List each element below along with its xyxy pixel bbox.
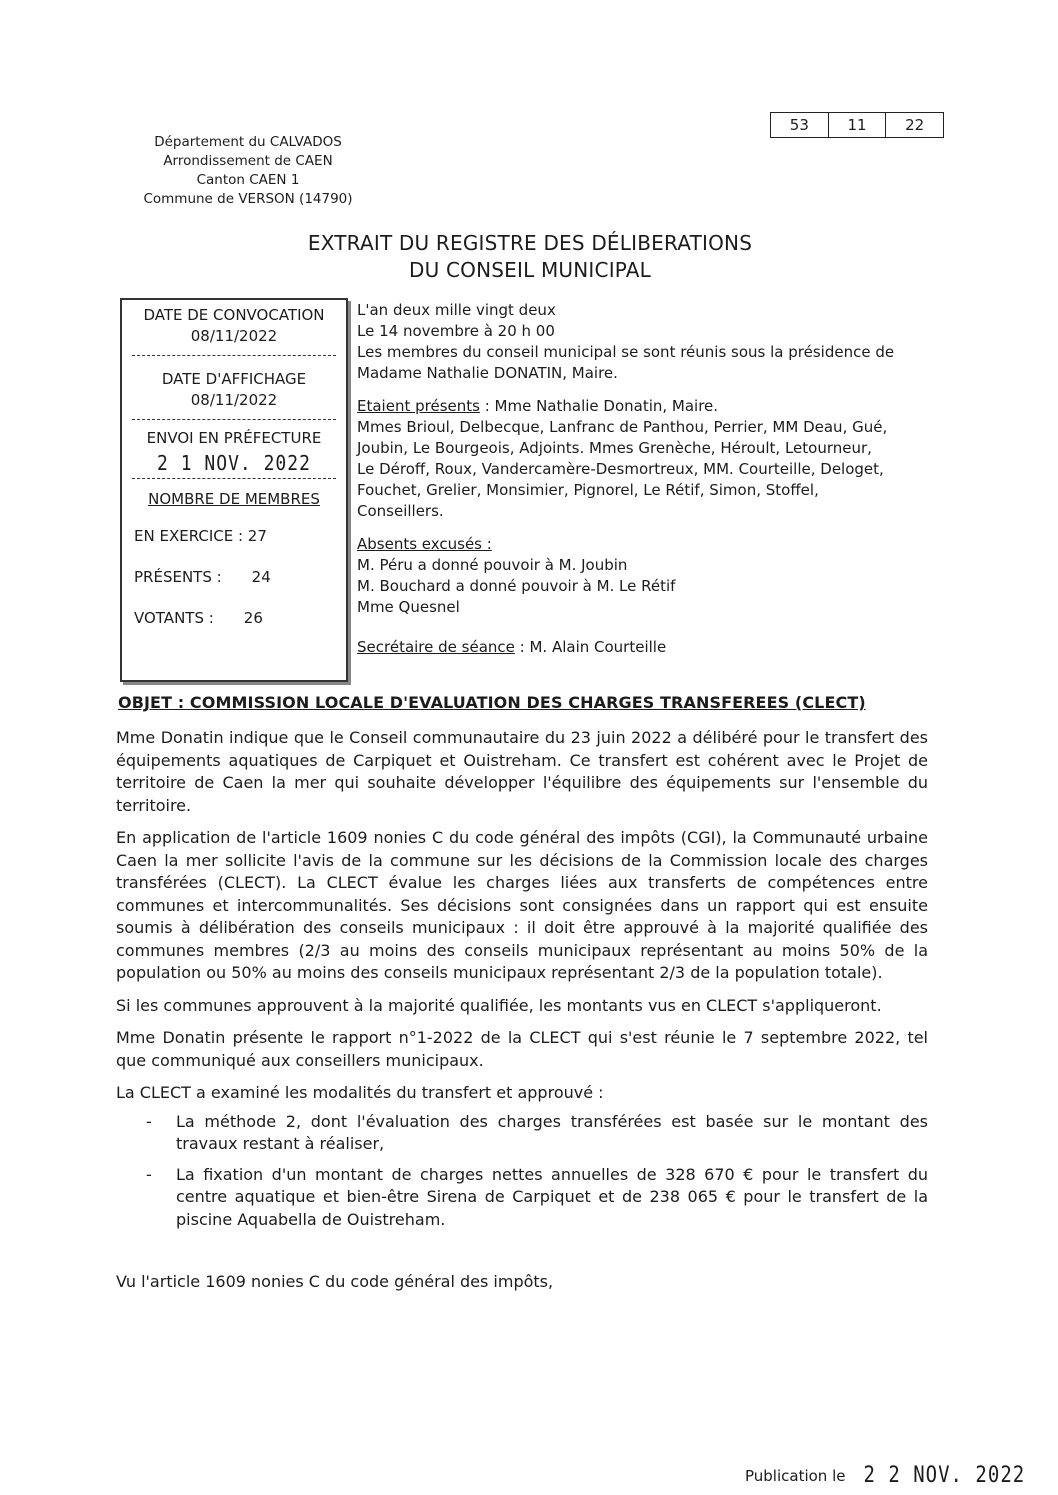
secretaire-line <box>357 637 947 658</box>
column-separator <box>346 298 348 678</box>
reference-number-box <box>770 112 944 138</box>
convocation-label: DATE DE CONVOCATION <box>143 306 325 324</box>
dash-bullet-icon: - <box>146 1111 152 1131</box>
presents-line-4: Fouchet, Grelier, Monsimier, Pignorel, Le Rétif, Simon, Stoffel, <box>357 481 819 499</box>
paragraph-4: Mme Donatin présente le rapport n°1-2022 de la CLECT qui s'est réunie le 7 septembre 2022, tel que communiqué aux conseillers municipaux. <box>116 1028 928 1070</box>
approval-list <box>116 1111 928 1232</box>
presents-label: PRÉSENTS : <box>134 568 222 586</box>
affichage-date: 08/11/2022 <box>190 391 278 409</box>
membres-label: NOMBRE DE MEMBRES <box>148 490 320 508</box>
session-year: L'an deux mille vingt deux <box>357 301 556 319</box>
membres-section <box>122 479 346 510</box>
canton-line: Canton CAEN 1 <box>196 172 300 188</box>
reference-part-3: 22 <box>885 113 943 137</box>
list-item <box>116 1164 928 1232</box>
convocation-section <box>122 300 346 355</box>
absent-1: M. Péru a donné pouvoir à M. Joubin <box>357 556 628 574</box>
affichage-section <box>122 356 346 419</box>
publication-date: 2 2 NOV. 2022 <box>863 1462 1026 1488</box>
votants-value: 26 <box>243 609 263 627</box>
presents-heading: Etaient présents <box>357 397 480 415</box>
votants-count-row <box>134 598 346 639</box>
en-exercice-count: EN EXERCICE : 27 <box>134 527 267 545</box>
presents-line-2: Joubin, Le Bourgeois, Adjoints. Mmes Grenèche, Héroult, Letourneur, <box>357 439 872 457</box>
presents-intro: : Mme Nathalie Donatin, Maire. <box>479 397 719 415</box>
deliberation-body <box>116 727 928 1304</box>
bullet-text-2: La fixation d'un montant de charges nettes annuelles de 328 670 € pour le transfert du centre aquatique et bien-être Sirena de Carpiquet et de 238 065 € pour le transfert de la piscine Aquabella de Ouistreham. <box>176 1164 928 1229</box>
paragraph-1: Mme Donatin indique que le Conseil communautaire du 23 juin 2022 a délibéré pour le transfert des équipements aquatiques de Carpiquet et Ouistreham. Ce transfert est cohérent avec le Projet de territoire de Caen la mer qui souhaite développer l'équilibre des équipements sur l'ensemble du territoire. <box>116 728 928 815</box>
presents-line-1: Mmes Brioul, Delbecque, Lanfranc de Panthou, Perrier, MM Deau, Gué, <box>357 418 888 436</box>
affichage-label: DATE D'AFFICHAGE <box>161 370 307 388</box>
reference-part-2: 11 <box>828 113 886 137</box>
absents-heading: Absents excusés : <box>357 535 492 553</box>
title-line-1: EXTRAIT DU REGISTRE DES DÉLIBERATIONS <box>307 231 753 255</box>
presents-line-5: Conseillers. <box>357 502 444 520</box>
vu-article: Vu l'article 1609 nonies C du code général des impôts, <box>116 1272 554 1291</box>
meeting-info-box <box>120 298 348 682</box>
presents-value: 24 <box>251 568 271 586</box>
commune-line: Commune de VERSON (14790) <box>143 191 353 207</box>
paragraph-5: La CLECT a examiné les modalités du transfert et approuvé : <box>116 1083 604 1102</box>
absent-3: Mme Quesnel <box>357 598 460 616</box>
presents-line-3: Le Déroff, Roux, Vandercamère-Desmortreux, MM. Courteille, Deloget, <box>357 460 884 478</box>
list-item <box>116 1111 928 1156</box>
prefecture-stamp-date: 2 1 NOV. 2022 <box>157 451 311 476</box>
presents-count-row <box>134 557 346 598</box>
arrondissement-line: Arrondissement de CAEN <box>163 153 333 169</box>
publication-stamp <box>745 1464 1025 1486</box>
session-details <box>357 300 947 658</box>
absent-2: M. Bouchard a donné pouvoir à M. Le Rétif <box>357 577 676 595</box>
administrative-header <box>128 133 368 209</box>
title-line-2: DU CONSEIL MUNICIPAL <box>408 258 652 282</box>
session-presidence: Les membres du conseil municipal se sont réunis sous la présidence de <box>357 343 895 361</box>
document-title <box>260 230 800 284</box>
departement-line: Département du CALVADOS <box>154 134 342 150</box>
prefecture-label: ENVOI EN PRÉFECTURE <box>146 429 322 447</box>
prefecture-section <box>122 420 346 478</box>
bullet-text-1: La méthode 2, dont l'évaluation des charges transférées est basée sur le montant des travaux restant à réaliser, <box>176 1111 928 1153</box>
publication-label: Publication le <box>745 1467 846 1485</box>
paragraph-3: Si les communes approuvent à la majorité qualifiée, les montants vus en CLECT s'appliqueront. <box>116 995 882 1015</box>
reference-part-1: 53 <box>789 116 809 134</box>
convocation-date: 08/11/2022 <box>190 327 278 345</box>
paragraph-2: En application de l'article 1609 nonies C du code général des impôts (CGI), la Communauté urbaine Caen la mer sollicite l'avis de la commune sur les décisions de la Commission locale des charges transférées (CLECT). La CLECT évalue les charges liées aux transferts de compétences entre communes et intercommunalités. Ses décisions sont consignées dans un rapport qui est ensuite soumis à délibération des conseils municipaux : il doit être approuvé à la majorité qualifiée des communes membres (2/3 au moins des conseils municipaux représentant au moins 50% de la population ou 50% au moins des conseils municipaux représentant 2/3 de la population totale). <box>116 828 928 982</box>
secretaire-name: : M. Alain Courteille <box>514 638 667 656</box>
member-counts <box>122 516 346 639</box>
presents-header <box>357 396 947 417</box>
session-maire: Madame Nathalie DONATIN, Maire. <box>357 364 618 382</box>
objet-heading: OBJET : COMMISSION LOCALE D'EVALUATION DES CHARGES TRANSFEREES (CLECT) <box>118 693 866 712</box>
dash-bullet-icon: - <box>146 1164 152 1184</box>
secretaire-heading: Secrétaire de séance <box>357 638 515 656</box>
votants-label: VOTANTS : <box>134 609 214 627</box>
session-date: Le 14 novembre à 20 h 00 <box>357 322 555 340</box>
